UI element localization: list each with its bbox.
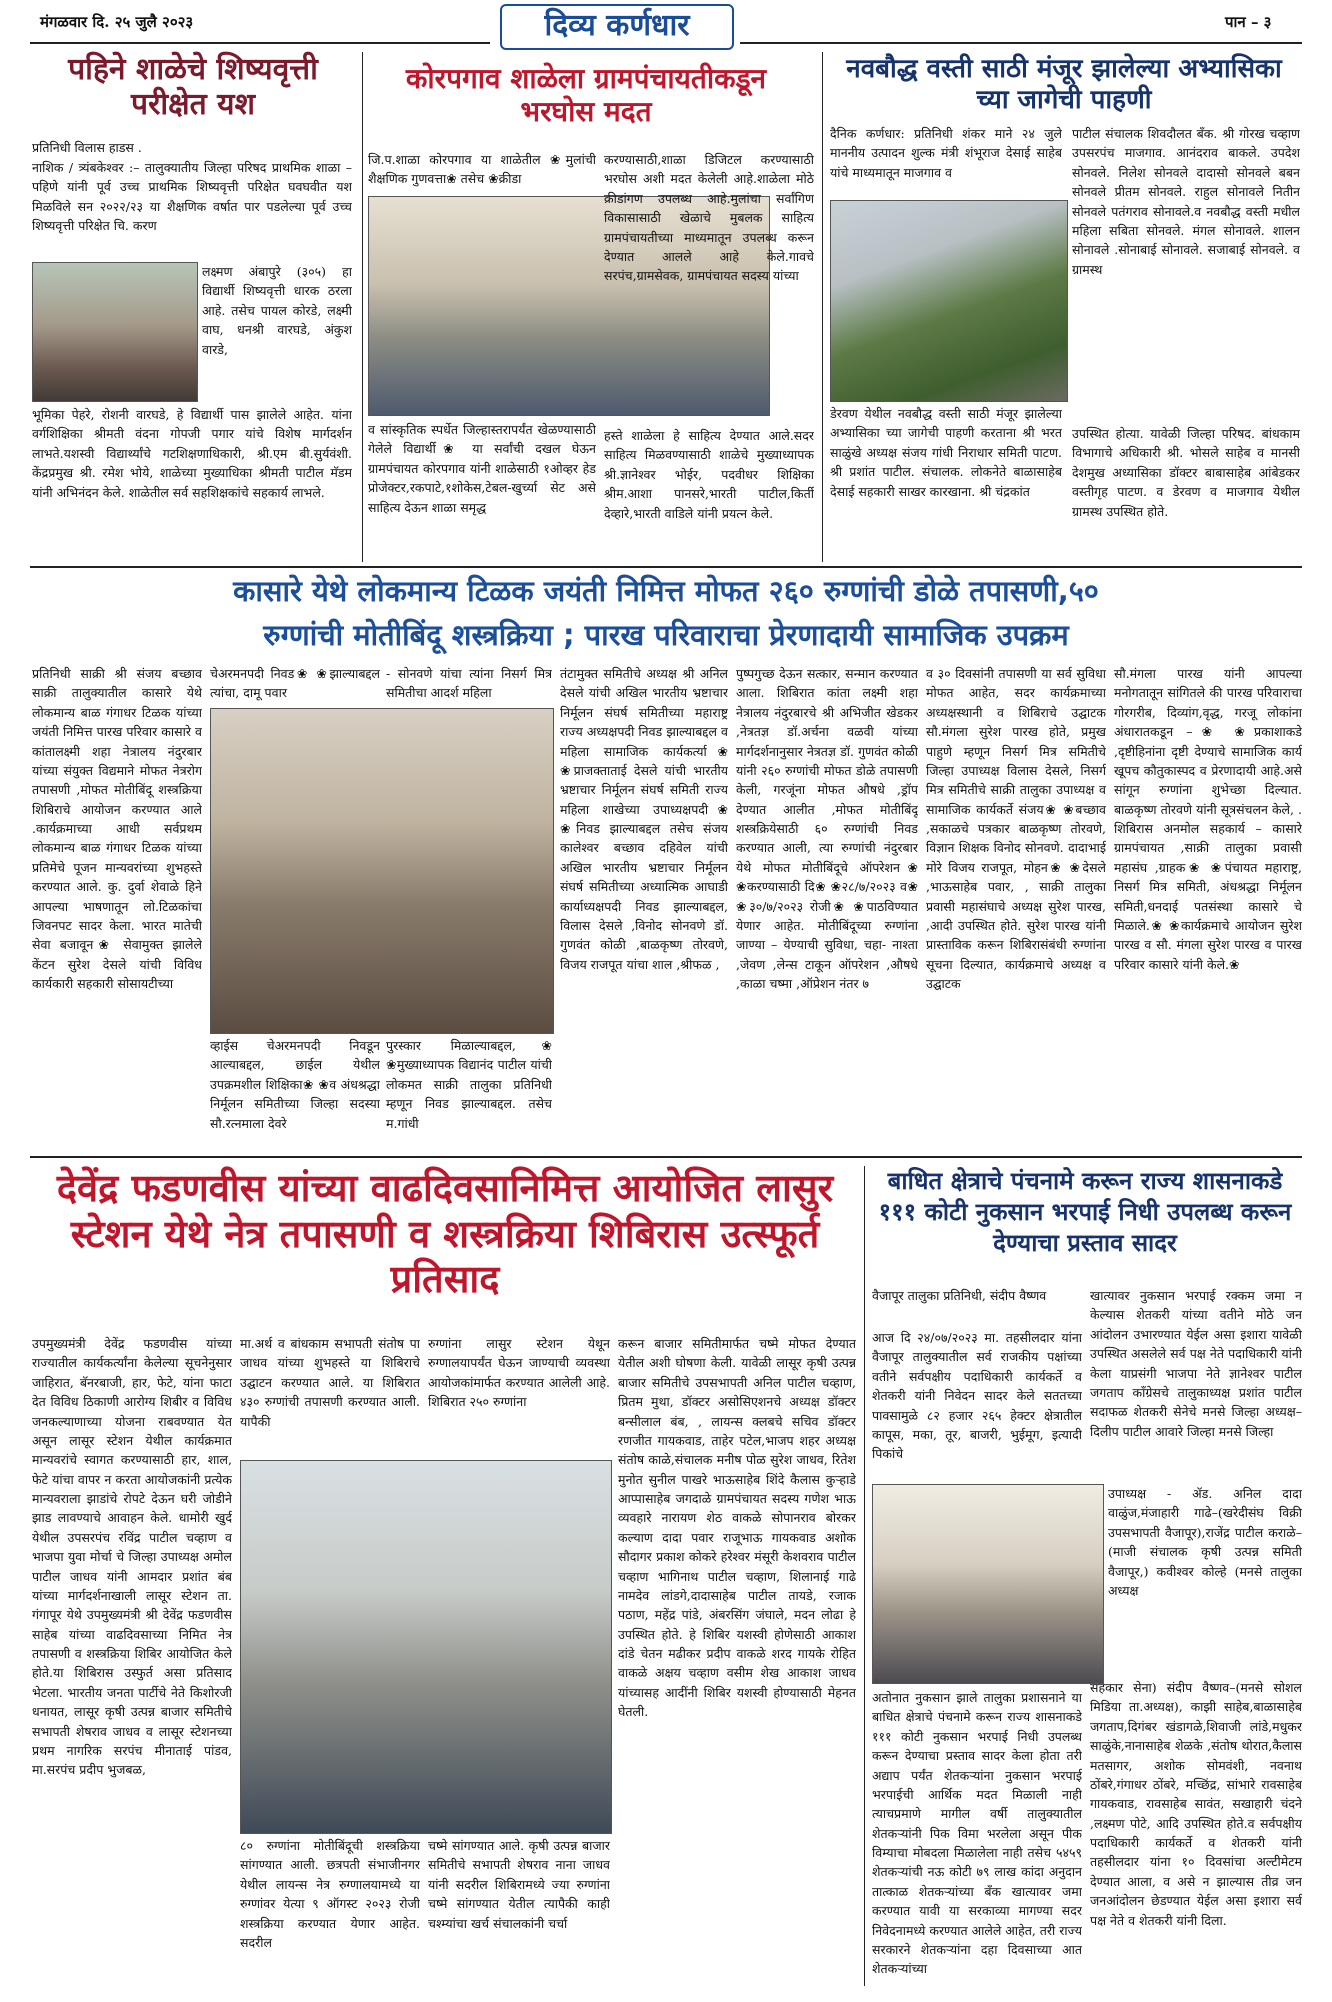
- col-divider: [362, 52, 363, 562]
- story4-headline-2: रुग्णांची मोतीबिंदू शस्त्रक्रिया ; पारख परिवाराचा प्रेरणादायी सामाजिक उपक्रम: [263, 618, 1069, 652]
- story2-col1-top: जि.प.शाळा कोरपगाव या शाळेतील ❀मुलांची शैक्षणिक गुणवत्ता❀ तसेच ❀क्रीडा: [368, 152, 596, 187]
- header-rule-left: [30, 42, 490, 44]
- story5-headline: देवेंद्र फडणवीस यांच्या वाढदिवसानिमित्त आयोजित लासुर स्टेशन येथे नेत्र तपासणी व शस्त्रक्रिया शिबिरास उत्स्फूर्त प्रतिसाद: [56, 1166, 834, 1302]
- story4-col2-bottom: व्हाईस चेअरमनपदी निवडून आल्याबद्दल, छाईल येथील उपक्रमशील शिक्षिका❀ ❀व अंधश्रद्धा निर्मूलन समितीच्या जिल्हा सदस्या सौ.रत्नमाला देवरे: [210, 1038, 380, 1131]
- story4-headline-1: कासारे येथे लोकमान्य टिळक जयंती निमित्त मोफत २६० रुग्णांची डोळे तपासणी,५०: [233, 574, 1099, 608]
- story6-headline: बाधित क्षेत्राचे पंचनामे करून राज्य शासनाकडे १११ कोटी नुकसान भरपाई निधी उपलब्ध करून देण्याचा प्रस्ताव सादर: [878, 1167, 1292, 1258]
- memorandum-photo: [872, 1484, 1104, 1684]
- story6-col2-mid: उपाध्यक्ष - ॲड. अनिल दादा वाळुंज,मंजाहारी गाढे–(खरेदीसंघ विक्री उपसभापती वैजापूर),राजेंद्र पाटील कराळे– (माजी संचालक कृषी उत्पन्न समिती वैजापूर,) कवीश्वर कोल्हे (मनसे तालुका अध्यक्ष: [1108, 1486, 1302, 1598]
- story1-body-b: लक्ष्मण अंबापुरे (३०५) हा विद्यार्थी शिष्यवृत्ती धारक ठरला आहे. तसेच पायल कोरडे, लक्ष्मी वाघ, धनश्री वारघडे, अंकुश वारडे,: [202, 264, 352, 357]
- story4-col6: व ३० दिवसांनी तपासणी या सर्व सुविधा मोफत आहेत, सदर कार्यक्रमाच्या अध्यक्षस्थानी व शिबिराचे उद्घाटक सौ.मंगला सुरेश पारख होते, प्रमुख पाहुणे म्हणून निसर्ग मित्र समितीचे जिल्हा उपाध्यक्ष विलास देसले, निसर्ग मित्र समितीचे साक्री तालुका उपाध्यक्ष व सामाजिक कार्यकर्ते संजय❀ ❀बच्छाव ,सकाळचे पत्रकार बाळकृष्ण तोरवणे, विज्ञान शिक्षक विनोद सोनवणे. दादाभाई मोरे विजय राजपूत, मोहन❀ ❀देसले ,भाऊसाहेब पवार, , साक्री तालुका प्रवासी महासंघाचे अध्यक्ष सुरेश पारख, ,आदी उपस्थित होते. सुरेश पारख यांनी प्रास्ताविक करून शिबिरासंबंधी रुग्णांना सूचना दिल्यात, कार्यक्रमाचे अध्यक्ष व उद्घाटक: [926, 666, 1106, 991]
- story6-col2-bottom: सहकार सेना) संदीप वैष्णव–(मनसे सोशल मिडिया ता.अध्यक्ष), काझी साहेब,बाळासाहेब जगताप,दिगंबर खंडागळे,शिवाजी लांडे,मधुकर साळुंके,नानासाहेब शेळके ,संतोष थोरात,कैलास मतसागर, अशोक सोमवंशी, नवनाथ ठोंबरे,गंगाधर ठोंबरे, मच्छिंद्र, सांभारे रावसाहेब गायकवाड, रावसाहेब सावंत, सखाहारी चंदने ,लक्ष्मण पोटे, आदि उपस्थित होते.व सर्वपक्षीय पदाधिकारी कार्यकर्ते व शेतकरी यांनी तहसीलदार यांना १० दिवसांचा अल्टीमेटम देण्यात आला, व असे न झाल्यास तीव्र जन जनआंदोलन छेडण्यात येईल असा इशारा सर्व पक्ष नेते व शेतकरी यांनी दिला.: [1090, 1680, 1302, 1928]
- story3-col1-top: दैनिक कर्णधार: प्रतिनिधी शंकर माने २४ जुले माननीय उत्पादन शुल्क मंत्री शंभूराज देसाई साहेब यांचे माध्यमातून माजगाव व: [830, 126, 1062, 180]
- header-date: मंगळवार दि. २५ जुलै २०२३: [40, 13, 194, 31]
- story4-col3-top: - सोनवणे यांचा त्यांना निसर्ग मित्र समितीचा आदर्श महिला: [386, 666, 552, 701]
- story4-col7: सौ.मंगला पारख यांनी आपल्या मनोगतातून सांगितले की पारख परिवाराचा गोरगरीब, दिव्यांग,वृद्ध, गरजू लोकांना अंधारातकडून –❀ ❀प्रकाशाकडे ,दृष्टीहिनांना दृष्टी देण्याचे सामाजिक कार्य खूपच कौतुकास्पद व प्रेरणादायी आहे.असे सांगून रुग्णांना शुभेच्छा दिल्यात. बाळकृष्ण तोरवणे यांनी सूत्रसंचलन केले, . शिबिरास अनमोल सहकार्य – कासारे ग्रामपंचायत ,साक्री तालुका प्रवासी महासंघ ,ग्राहक❀ ❀पंचायत महाराष्ट्र, निसर्ग मित्र समिती, अंधश्रद्धा निर्मूलन समिती,धनदाई पतसंस्था कासारे चे मिळाले.❀ ❀कार्यक्रमाचे आयोजन सुरेश पारख व सौ. मंगला सुरेश पारख व पारख परिवार कासारे यांनी केले.❀: [1114, 666, 1302, 972]
- story4-col5: पुष्पगुच्छ देऊन सत्कार, सन्मान करण्यात आला. शिबिरात कांता लक्ष्मी शहा नेत्रालय नंदुरबारचे श्री अभिजीत खेडकर ,नेत्रतज्ञ डॉ.अर्चना वळवी यांच्या मार्गदर्शनानुसार नेत्रतज्ञ डॉ. गुणवंत कोळी यांनी २६० रुग्णांची मोफत डोळे तपासणी केली, गरजूंना मोफत औषधे ,ड्रॉप देण्यात आलीत ,मोफत मोतीबिंदू शस्त्रक्रियेसाठी ६० रुग्णांची निवड करण्यात आली, त्या रुग्णांची नंदुरबार येथे मोफत मोतीबिंदूचे ऑपरेशन❀ ❀करण्यासाठी दि❀ ❀२८/७/२०२३ व❀ ❀३०/७/२०२३ रोजी❀ ❀पाठविण्यात येणार आहेत. मोतीबिंदूच्या रुग्णांना जाण्या – येण्याची सुविधा, चहा- नाश्ता ,जेवण ,लेन्स टाकून ऑपरेशन ,औषधे ,काळा चष्मा ,ऑप्रेशन नंतर ७: [736, 666, 918, 991]
- story1-body-a: नाशिक / त्र्यंबकेश्वर :– तालुक्यातीय जिल्हा परिषद प्राथमिक शाळा – पहिणे यांनी पूर्व उच्च प्राथमिक शिष्यवृत्ती परिक्षेत घवघवीत यश मिळविले सन २०२२/२३ या शैक्षणिक वर्षात पार पडलेल्या पूर्व उच्च शिष्यवृत्ती परिक्षेत चि. करण: [32, 160, 352, 234]
- story6-col1-bottom: अतोनात नुकसान झाले तालुका प्रशासनाने या बाधित क्षेत्राचे पंचनामे करून राज्य शासनाकडे १११ कोटी नुकसान भरपाई निधी उपलब्ध करून देण्याचा प्रस्ताव सादर केला होता तरी अद्याप पर्यंत शेतकऱ्यांना नुकसान भरपाई भरपाईची आर्थिक मदत मिळाली नाही त्याचप्रमाणे मागील वर्षी तालुक्यातील शेतकऱ्यांनी पिक विमा भरलेला असून पीक विम्याचा मोबदला मिळालेला नाही तसेच ५४५९ शेतकऱ्यांची नऊ कोटी ७९ लाख कांदा अनुदान तात्काळ शेतकऱ्यांच्या बँक खात्यावर जमा करण्यात यावी या सरकाव्या मागण्या सदर निवेदनामध्ये करण्यात आलेले आहेत, तरी राज्य सरकारने शेतकऱ्यांना दहा दिवसाच्या आत शेतकऱ्यांच्या: [872, 1690, 1082, 1977]
- eye-checkup-photo: [240, 1460, 612, 1834]
- story4-col3-bottom: पुरस्कार मिळाल्याबद्दल,❀ ❀मुख्याध्यापक विद्यानंद पाटील यांची लोकमत साक्री तालुका प्रतिनिधी म्हणून निवड झाल्याबद्दल. तसेच म.गांधी: [386, 1038, 552, 1131]
- story2-col2-top: करण्यासाठी,शाळा डिजिटल करण्यासाठी भरघोस अशी मदत केलेली आहे.शाळेला मोठे क्रीडांगण उपलब्ध आहे.मुलांचा सर्वांगिण विकासासाठी खेळाचे मुबलक साहित्य ग्रामपंचायतीच्या माध्यमातून उपलब्ध करून देण्यात आलले आहे केले.गावचे सरपंच,ग्रामसेवक, ग्रामपंचायत सदस्य यांच्या: [604, 152, 814, 284]
- header-rule-right: [740, 42, 1302, 44]
- story6-col2-top: खात्यावर नुकसान भरपाई रक्कम जमा न केल्यास शेतकरी यांच्या वतीने मोठे जन आंदोलन उभारण्यात येईल असा इशारा यावेळी उपस्थित असलेले सर्व पक्ष नेते पदाधिकारी यांनी केला याप्रसंगी भाजपा नेते ज्ञानेश्वर पाटील जगताप कॉंग्रेसचे तालुकाध्यक्ष प्रशांत पाटील सदाफळ शेतकरी सेनेचे मनसे जिल्हा अध्यक्ष– दिलीप पाटील आवारे जिल्हा मनसे जिल्हा: [1090, 1288, 1302, 1439]
- story1-headline: पहिने शाळेचे शिष्यवृत्ती परीक्षेत यश: [68, 52, 318, 123]
- story3-col2-top: पाटील संचालक शिवदौलत बँक. श्री गोरख चव्हाण उपसरपंच माजगाव. आनंदराव बाकले. उपदेश सोनवले. निलेश सोनवले दादासो सोनवले बबन सोनवले प्रीतम सोनवले. राहुल सोनावले नितीन सोनवले पतंगराव सोनावले.व नवबौद्ध वस्ती मधील महिला सबिता सोनवले. मंगल सोनावले. शालन सोनावले .सोनाबाई सोनावले. सजाबाई सोनवले. व ग्रामस्थ: [1072, 126, 1300, 277]
- site-inspection-photo: [830, 200, 1068, 402]
- story5-col2-bottom: ८० रुग्णांना मोतीबिंदूची शस्त्रक्रिया सांगण्यात आली. छत्रपती संभाजीनगर येथील लायन्स नेत्र रुग्णालयामध्ये या रुग्णांवर येत्या ९ ऑगस्ट २०२३ रोजी शस्त्रक्रिया करण्यात येणार आहेत. सदरील: [240, 1838, 420, 1950]
- masthead-logo: दिव्य कर्णधार: [500, 4, 734, 50]
- story4-col4: तंटामुक्त समितीचे अध्यक्ष श्री अनिल देसले यांची अखिल भारतीय भ्रष्टाचार निर्मूलन संघर्ष समितीच्या महाराष्ट्र राज्य अध्यक्षपदी निवड झाल्याबद्दल व महिला सामाजिक कार्यकर्त्या❀ ❀प्राजक्ताताई देसले यांची भारतीय भ्रष्टाचार निर्मूलन संघर्ष समिती राज्य महिला शाखेच्या उपाध्यक्षपदी❀ ❀निवड झाल्याबद्दल तसेच संजय कालेश्वर बच्छाव दहिवेल यांची अखिल भारतीय भ्रष्टाचार निर्मूलन संघर्ष समितीच्या अध्यात्मिक आघाडी कार्याध्यक्षपदी निवड झाल्याबद्दल, विलास देसले ,विनोद सोनवणे डॉ. गुणवंत कोळी ,बाळकृष्ण तोरवणे, विजय राजपूत यांचा शाल ,श्रीफळ ,: [560, 666, 728, 972]
- story6-col1-top: आज दि २४/०७/२०२३ मा. तहसीलदार यांना वैजापूर तालुक्यातील सर्व राजकीय पक्षांच्या वतीने सर्वपक्षीय पदाधिकारी कार्यकर्ते व शेतकरी यांनी निवेदन सादर केले सततच्या पावसामुळे ८२ हजार २६५ हेक्टर क्षेत्रातील कापूस, मका, तूर, बाजरी, भुईमूग, इत्यादी पिकांचे: [872, 1330, 1082, 1462]
- page-number: पान – ३: [1225, 13, 1272, 31]
- story6-byline: वैजापूर तालुका प्रतिनिधी, संदीप वैष्णव: [872, 1288, 1047, 1303]
- section-rule: [30, 1156, 1302, 1158]
- story1-body-c: भूमिका पेहरे, रोशनी वारघडे, हे विद्यार्थी पास झालेले आहेत. यांना वर्गशिक्षिका श्रीमती वंदना गोपजी पगार यांचे विशेष मार्गदर्शन लाभते.यशस्वी विद्यार्थ्यांचे गटशिक्षणाधिकारी, श्री.एम बी.सुर्यवंशी. केंद्रप्रमुख श्री. रमेश भोये, शाळेच्या मुख्याधिका श्रीमती पाटील मॅडम यांनी अभिनंदन केले. शाळेतील सर्व सहशिक्षकांचे सहकार्य लाभले.: [32, 407, 352, 500]
- story4-col2-top: चेअरमनपदी निवड❀ ❀झाल्याबद्दल त्यांचा, दामू पवार: [210, 666, 380, 701]
- eye-camp-photo: [210, 708, 554, 1034]
- story5-col2-top: मा.अर्थ व बांधकाम सभापती संतोष पा जाधव यांच्या शुभहस्ते या शिबिराचे उद्घाटन करण्यात आले. या शिबिरात ४३० रुग्णांची तपासणी करण्यात आली. यापैकी: [240, 1336, 420, 1429]
- story2-col2-bottom: हस्ते शाळेला हे साहित्य देण्यात आले.सदर साहित्य मिळवण्यासाठी शाळेचे मुख्याध्यापक श्री.ज्ञानेश्वर भोईर, पदवीधर शिक्षिका श्रीम.आशा पानसरे,भारती पाटील,किर्ती देव्हारे,भारती वाडिले यांनी प्रयत्न केले.: [604, 428, 814, 521]
- section-rule: [30, 566, 1302, 568]
- story3-col1-bottom: डेरवण येथील नवबौद्ध वस्ती साठी मंजूर झालेल्या अभ्यासिका च्या जागेची पाहणी करताना श्री भरत साळुंखे अध्यक्ष संजय गांधी निराधार समिती पाटण. श्री प्रशांत पाटील. संचालक. लोकनेते बाळासाहेब देसाई सहकारी साखर कारखाना. श्री चंद्रकांत: [830, 406, 1062, 499]
- story2-headline: कोरपगाव शाळेला ग्रामपंचायतीकडून भरघोस मदत: [405, 62, 767, 129]
- story4-col1: प्रतिनिधी साक्री श्री संजय बच्छाव साक्री तालुक्यातील कासारे येथे लोकमान्य बाळ गंगाधर टिळक यांच्या जयंती निमित्त पारख परिवार कासारे व कांतालक्ष्मी शहा नेत्रालय नंदुरबार यांच्या संयुक्त विद्यमाने मोफत नेत्ररोग तपासणी ,मोफत मोतीबिंदू शस्त्रक्रिया शिबिराचे आयोजन करण्यात आले .कार्यक्रमाच्या आधी सर्वप्रथम लोकमान्य बाळ गंगाधर टिळक यांच्या प्रतिमेचे पूजन मान्यवरांच्या शुभहस्ते करण्यात आले. कु. दुर्वा शेवाळे हिने आपल्या भाषणातून लो.टिळकांचा जिवनपट सादर केला. भारत मातेची सेवा बजावून❀ सेवामुक्त झालेले केंटन सुरेश देसले यांची विविध कार्यकारी सहकारी सोसायटीच्या: [32, 666, 202, 991]
- story1-byline: प्रतिनिधी विलास हाडस .: [32, 140, 142, 155]
- story5-col3-bottom: चष्मे सांगण्यात आले. कृषी उत्पन्न बाजार समितीचे सभापती शेषराव नाना जाधव यांनी सदरील शिबिरामध्ये ज्या रुग्णांना चष्मे सांगण्यात येतील त्यापैकी काही चश्म्यांचा खर्च संचालकांनी चर्चा: [428, 1838, 610, 1931]
- col-divider: [822, 52, 823, 562]
- story5-col1: उपमुख्यमंत्री देवेंद्र फडणवीस यांच्या राज्यातील कार्यकर्त्यांना केलेल्या सूचनेनुसार जाहिरात, बॅनरबाजी, हार, फेटे, यांना फाटा देत विविध ठिकाणी आरोग्य शिबीर व विविध जनकल्याणाच्या योजना राबवण्यात येत असून लासूर स्टेशन येथील कार्यक्रमात मान्यवरांचे स्वागत करण्यासाठी हार, शाल, फेटे यांचा वापर न करता आयोजकांनी प्रत्येक मान्यवराला झाडांचे रोपटे देऊन घरी जोडीने झाड लावण्याचे आवाहन केले. धामोरी खुर्द येथील उपसरपंच रविंद्र पाटील चव्हाण व भाजपा युवा मोर्चा चे जिल्हा उपाध्यक्ष अमोल पाटील जाधव यांनी आमदार प्रशांत बंब यांच्या मार्गदर्शनाखाली लासूर स्टेशन ता. गंगापूर येथे उपमुख्यमंत्री श्री देवेंद्र फडणवीस साहेब यांच्या वाढदिवसाच्या निमित नेत्र तपासणी व शस्त्रक्रिया शिबिर आयोजित केले होते.या शिबिरास उस्फुर्त असा प्रतिसाद भेटला. भारतीय जनता पार्टीचे नेते किशोरजी धनायत, लासूर कृषी उत्पन्न बाजार समितीचे सभापती शेषराव जाधव व लासूर स्टेशनच्या प्रथम नागरिक सरपंच मीनाताई पांडव, मा.सरपंच प्रदीप भुजबळ,: [32, 1336, 232, 1778]
- story2-col1-bottom: व सांस्कृतिक स्पर्धेत जिल्हास्तरापर्यंत खेळण्यासाठी गेलेले विद्यार्थी❀ या सर्वांची दखल घेऊन ग्रामपंचायत कोरपगाव यांनी शाळेसाठी १ओव्हर हेड प्रोजेक्टर,रकपाटे,१शोकेस,टेबल-खुर्च्या सेट असे साहित्य देऊन शाळा समृद्ध: [368, 422, 596, 515]
- story3-headline: नवबौद्ध वस्ती साठी मंजूर झालेल्या अभ्यासिका च्या जागेची पाहणी: [846, 54, 1282, 115]
- col-divider: [864, 1166, 865, 1986]
- story5-col4: करून बाजार समितीमार्फत चष्मे मोफत देण्यात येतील अशी घोषणा केली. यावेळी लासूर कृषी उत्पन्न बाजार समितीचे उपसभापती अनिल पाटील चव्हाण, प्रितम मुथा, डॉक्टर असोसिएशनचे अध्यक्ष डॉक्टर बन्सीलाल बंब, , लायन्स क्लबचे सचिव डॉक्टर रणजीत गायकवाड, ताहेर पटेल,भाजप शहर अध्यक्ष संतोष काळे,संचालक मनीष पोळ सुरेश जाधव, रितेश मुनोत सुनील पाखरे भाऊसाहेब शिंदे कैलास कुऱ्हाडे आप्पासाहेब जगदाळे ग्रामपंचायत सदस्य गणेश भाऊ व्यवहारे नारायण शेठ वाकळे सोपानराव बोरकर कल्याण दादा पवार राजूभाऊ गायकवाड अशोक सौदागर प्रकाश कोकरे हरेश्वर मंसूरी केशवराव पाटील चव्हाण भागिनाथ पाटील चव्हाण, शिलानाई गाढे नामदेव लांडगे,दादासाहेब पाटील तायडे, रजाक पठाण, महेंद्र पांडे, अंबरसिंग जंघाले, मदन लोढा हे उपस्थित होते. हे शिबिर यशस्वी होणेसाठी आकाश दांडे चेतन मढीकर प्रदीप वाकळे शरद गायके रोहित वाकळे अक्षय चव्हाण वसीम शेख आकाश जाधव यांच्यासह आदींनी शिबिर यशस्वी होण्यासाठी मेहनत घेतली.: [618, 1336, 856, 1720]
- students-photo: [32, 262, 198, 402]
- story5-col3-top: रुग्णांना लासुर स्टेशन येथून रुग्णालयापर्यंत घेऊन जाण्याची व्यवस्था आयोजकांमार्फत करण्यात आलेली आहे. शिबिरात २५० रुग्णांना: [428, 1336, 610, 1410]
- story3-col2-bottom: उपस्थित होत्या. यावेळी जिल्हा परिषद. बांधकाम विभागाचे अधिकारी श्री. भोसले साहेब व मानसी देशमुख अध्यासिका डॉक्टर बाबासाहेब आंबेडकर वस्तीगृह पाटण. व डेरवण व माजगाव येथील ग्रामस्थ उपस्थित होते.: [1072, 426, 1300, 519]
